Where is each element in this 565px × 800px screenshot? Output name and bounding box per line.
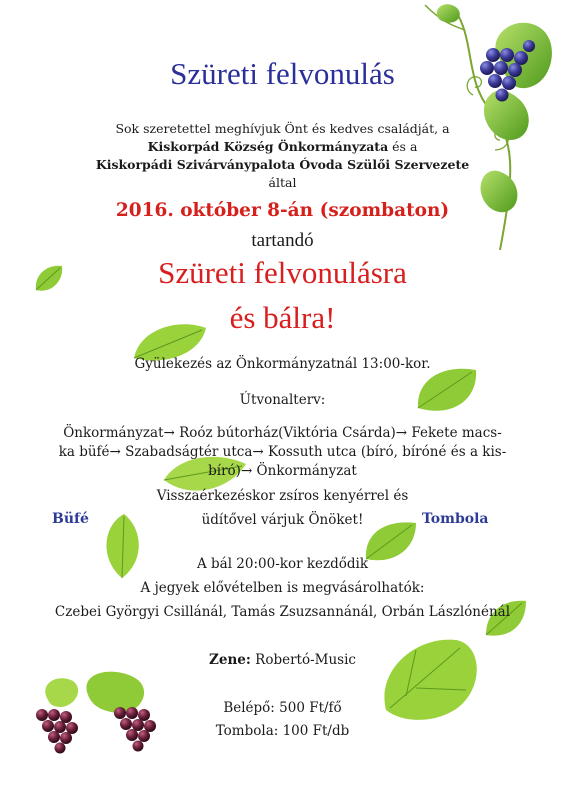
- organizer-municipality: Kiskorpád Község Önkormányzata: [147, 139, 389, 154]
- route-line-3: bíró)→ Önkormányzat: [208, 463, 357, 479]
- tartando-text: tartandó: [251, 230, 314, 251]
- organizer-kindergarten: Kiskorpádi Szivárványpalota Óvoda Szülői Szervezete: [95, 157, 470, 172]
- ticket-sellers: Czebei Györgyi Csillánál, Tamás Zsuzsannánál, Orbán Lászlónénál: [54, 604, 511, 620]
- tombola-label: Tombola: [422, 511, 489, 527]
- intro-line-3: [0, 156, 565, 174]
- headline-line-1: Szüreti felvonulásra: [158, 255, 407, 290]
- route-line-2: ka büfé→ Szabadságtér utca→ Kossuth utca (bíró, bíróné és a kis-: [58, 444, 507, 460]
- gathering-info: Gyülekezés az Önkormányzatnál 13:00-kor.: [134, 356, 431, 372]
- music-label: Zene:: [209, 652, 251, 668]
- route-title: Útvonalterv:: [239, 392, 326, 408]
- music-info: [0, 652, 565, 668]
- tickets-info: A jegyek elővételben is megvásárolhatók:: [140, 580, 425, 596]
- headline-line-2: és bálra!: [229, 300, 336, 335]
- bufe-label: Büfé: [52, 511, 89, 527]
- intro-line-4: által: [268, 175, 297, 190]
- event-date: 2016. október 8-án (szombaton): [115, 200, 450, 221]
- route-line-1: Önkormányzat→ Roóz bútorház(Viktória Csárda)→ Fekete macs-: [63, 425, 502, 441]
- tombola-price: Tombola: 100 Ft/db: [215, 723, 350, 739]
- music-value: Robertó-Music: [250, 652, 356, 668]
- return-info-line-2: üdítővel várjuk Önöket!: [201, 512, 364, 528]
- ball-start-info: A bál 20:00-kor kezdődik: [196, 556, 369, 572]
- entry-price: Belépő: 500 Ft/fő: [223, 700, 342, 716]
- intro-line-2-rest: és a: [388, 139, 418, 154]
- intro-line-1: Sok szeretettel meghívjuk Önt és kedves családját, a: [115, 121, 450, 136]
- invitation-intro: [0, 120, 565, 192]
- return-info-line-1: Visszaérkezéskor zsíros kenyérrel és: [156, 488, 409, 504]
- page-title: Szüreti felvonulás: [170, 56, 395, 91]
- route-description: [0, 424, 565, 481]
- intro-line-2: [0, 138, 565, 156]
